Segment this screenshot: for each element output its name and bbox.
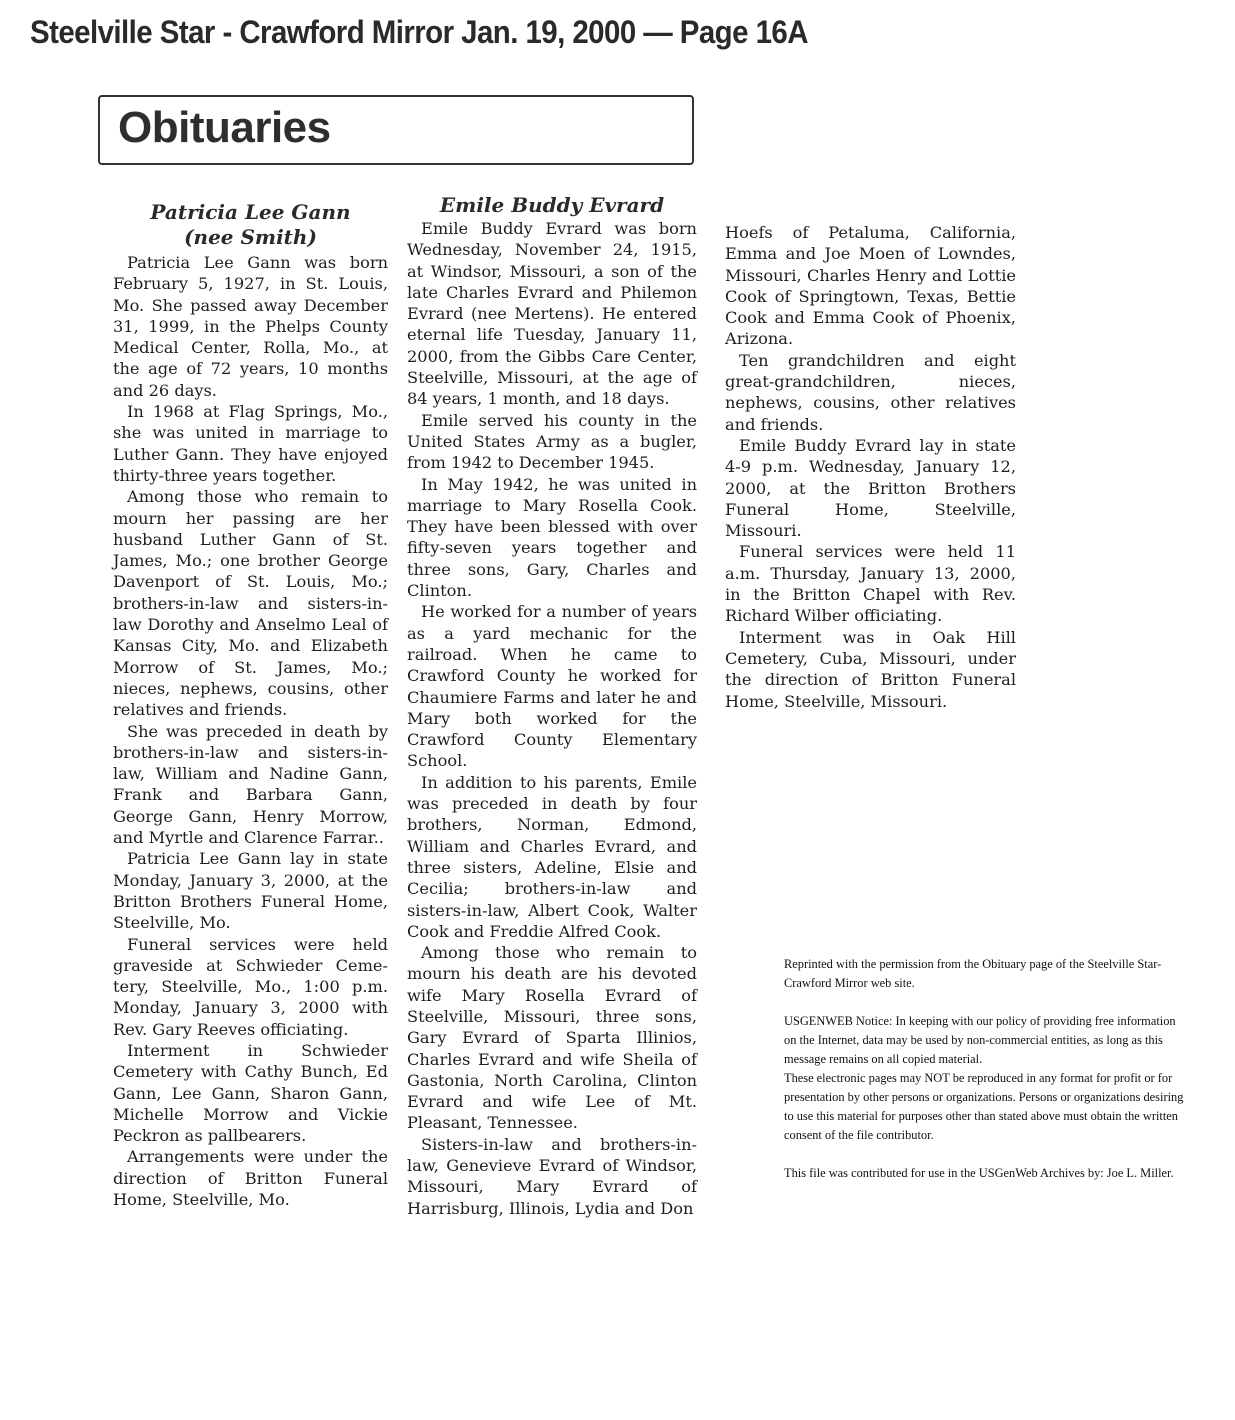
obituary-name: Patricia Lee Gann	[150, 200, 351, 224]
obituary-paragraph: Emile Buddy Evrard lay in state 4-9 p.m. Wednesday, January 12, 2000, at the Britton Brothers Funeral Home, Steelville, Missouri.	[725, 435, 1016, 541]
obituary-paragraph: Funeral services were held graveside at Schwieder Cemetery, Steelville, Mo., 1:00 p.m. Monday, January 3, 2000 with Rev. Gary Reeves officiating.	[113, 934, 388, 1039]
obituary-paragraph: She was preceded in death by brothers-in-law and sisters-in-law, William and Nadine Gann, Frank and Barbara Gann, George Gann, Henry Morrow, and Myrtle and Clarence Farrar..	[113, 721, 388, 848]
obituary-heading	[407, 193, 697, 218]
obituary-paragraph: Arrangements were under the direction of Britton Funeral Home, Steelville, Mo.	[113, 1147, 388, 1210]
contributor-credit-text: This file was contributed for use in the USGenWeb Archives by: Joe L. Miller.	[784, 1166, 1174, 1180]
obituary-paragraph: Patricia Lee Gann was born February 5, 1927, in St. Louis, Mo. She passed away December 31, 1999, in the Phelps County Medical Center, Rolla, Mo., at the age of 72 years, 10 months and 26 days.	[113, 253, 388, 400]
obituary-emile-buddy-evrard	[407, 193, 697, 1219]
section-header-box	[98, 95, 694, 165]
usgenweb-policy-text: USGENWEB Notice: In keeping with our policy of providing free information on the Internet, data may be used by non-commercial entities, as long as this message remains on all copied material.	[784, 1014, 1176, 1066]
obituary-paragraph: Hoefs of Petaluma, California, Emma and Joe Moen of Lowndes, Missouri, Charles Henry and Lottie Cook of Springtown, Texas, Bettie Cook and Emma Cook of Phoenix, Arizona.	[725, 223, 1016, 349]
obituary-paragraph: Interment was in Oak Hill Cemetery, Cuba, Missouri, under the direction of Britton Funeral Home, Steelville, Missouri.	[725, 627, 1016, 711]
obituary-paragraph: In 1968 at Flag Springs, Mo., she was united in marriage to Luther Gann. They have enjoyed thirty-three years together.	[113, 402, 388, 485]
reproduction-restriction-text: These electronic pages may NOT be reproduced in any format for profit or for presentation by other persons or organizations. Persons or organizations desiring to use this material for purposes other than stated above must obtain the written consent of the file contributor.	[784, 1071, 1184, 1142]
usgenweb-notice	[784, 955, 1184, 1202]
obituary-paragraph: In addition to his parents, Emile was preceded in death by four brothers, Norman, Edmond, William and Charles Evrard, and three sisters, Adeline, Elsie and Cecilia; brothers-in-law and sisters-in-law, Albert Cook, Walter Cook and Freddie Alfred Cook.	[407, 772, 697, 941]
newspaper-masthead: Steelville Star - Crawford Mirror Jan. 19, 2000 — Page 16A	[30, 14, 808, 50]
obituary-paragraph: Ten grandchildren and eight great-grandchildren, nieces, nephews, cousins, other relatives and friends.	[725, 350, 1016, 434]
obituary-paragraph: Among those who remain to mourn his death are his devoted wife Mary Rosella Evrard of Steelville, Missouri, three sons, Gary Evrard of Sparta Illinios, Charles Evrard and wife Sheila of Gastonia, North Carolina, Clinton Evrard and wife Lee of Mt. Pleasant, Tennessee.	[407, 943, 697, 1133]
obituary-paragraph: Among those who remain to mourn her passing are her husband Luther Gann of St. James, Mo.; one brother George Davenport of St. Louis, Mo.; brothers-in-law and sisters-in-law Dorothy and Anselmo Leal of Kansas City, Mo. and Elizabeth Morrow of St. James, Mo.; nieces, nephews, cousins, other relatives and friends.	[113, 487, 388, 720]
obituary-heading	[113, 200, 388, 250]
reprint-permission-text: Reprinted with the permission from the Obituary page of the Steelville Star-Crawford Mirror web site.	[784, 957, 1162, 990]
obituary-emile-buddy-evrard-continued	[725, 222, 1016, 712]
obituary-paragraph: Patricia Lee Gann lay in state Monday, January 3, 2000, at the Britton Brothers Funeral Home, Steelville, Mo.	[113, 849, 388, 933]
obituary-patricia-lee-gann	[113, 200, 388, 1210]
obituary-paragraph: Sisters-in-law and brothers-in-law, Genevieve Evrard of Windsor, Missouri, Mary Evrard of Harrisburg, Illinois, Lydia and Don	[407, 1134, 697, 1218]
obituary-name: Emile Buddy Evrard	[439, 193, 665, 217]
obituary-paragraph: Interment in Schwieder Cemetery with Cathy Bunch, Ed Gann, Lee Gann, Sharon Gann, Michelle Morrow and Vickie Peckron as pallbearers.	[113, 1040, 388, 1146]
section-title: Obituaries	[118, 103, 331, 152]
obituary-paragraph: Funeral services were held 11 a.m. Thursday, January 13, 2000, in the Britton Chapel with Rev. Richard Wilber officiating.	[725, 542, 1016, 626]
obituary-paragraph: Emile served his county in the United States Army as a bugler, from 1942 to December 1945.	[407, 410, 697, 473]
obituary-paragraph: Emile Buddy Evrard was born Wednesday, November 24, 1915, at Windsor, Missouri, a son of the late Charles Evrard and Philemon Evrard (nee Mertens). He entered eternal life Tuesday, January 11, 2000, from the Gibbs Care Center, Steelville, Missouri, at the age of 84 years, 1 month, and 18 days.	[407, 219, 697, 409]
obituary-maiden-name: (nee Smith)	[184, 225, 317, 249]
obituary-paragraph: In May 1942, he was united in marriage to Mary Rosella Cook. They have been blessed with over fifty-seven years together and three sons, Gary, Charles and Clinton.	[407, 474, 697, 601]
obituary-paragraph: He worked for a number of years as a yard mechanic for the railroad. When he came to Crawford County he worked for Chaumiere Farms and later he and Mary both worked for the Crawford County Elementary School.	[407, 602, 697, 771]
